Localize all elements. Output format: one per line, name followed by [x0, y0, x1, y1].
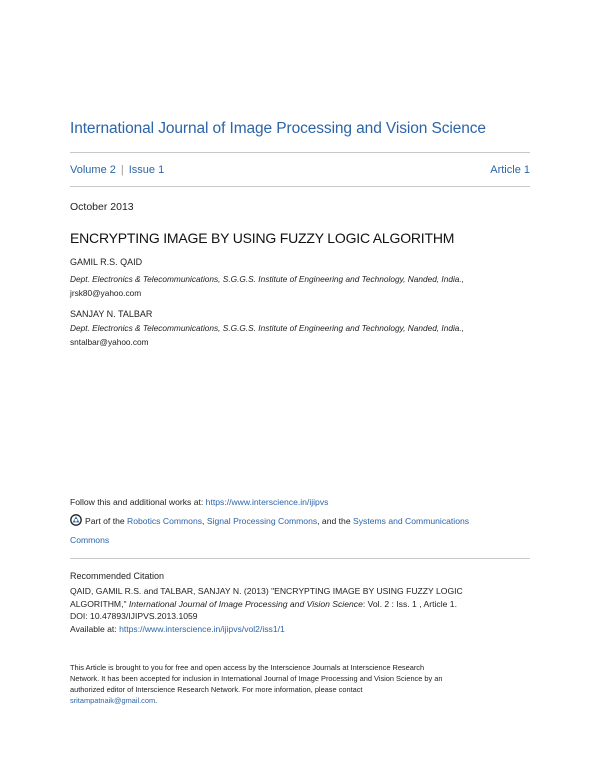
available-prefix: Available at:	[70, 623, 120, 634]
part-of-separator: ,	[202, 516, 207, 526]
author-name: GAMIL R.S. QAID	[70, 257, 143, 267]
author-email: sntalbar@yahoo.com	[70, 337, 149, 347]
citation-line-prefix: ALGORITHM,"	[70, 598, 129, 609]
part-of-line	[70, 513, 540, 549]
footer-line: authorized editor of Interscience Research Network. For more information, please contact	[70, 685, 363, 694]
author-email: jrsk80@yahoo.com	[70, 288, 142, 298]
publication-date: October 2013	[70, 201, 134, 213]
citation-body	[70, 585, 540, 635]
divider-top	[70, 152, 530, 153]
part-of-prefix: Part of the	[85, 516, 128, 526]
author-affiliation: Dept. Electronics & Telecommunications, S.G.G.S. Institute of Engineering and Technology, Nanded, India.,	[70, 274, 465, 284]
systems-communications-commons-link[interactable]: Systems and Communications	[353, 516, 470, 526]
divider-mid	[70, 186, 530, 187]
footer-line: This Article is brought to you for free and open access by the Interscience Journals at Interscience Research	[70, 663, 425, 672]
follow-prefix: Follow this and additional works at:	[70, 497, 206, 507]
footer-notice	[70, 662, 540, 706]
article-title: ENCRYPTING IMAGE BY USING FUZZY LOGIC ALGORITHM	[70, 230, 455, 246]
volume-link[interactable]: Volume 2	[70, 164, 116, 176]
available-link[interactable]: https://www.interscience.in/ijipvs/vol2/iss1/1	[119, 623, 285, 634]
contact-email-link[interactable]: sritampatnaik@gmail.com	[70, 696, 156, 705]
volume-issue-row	[70, 164, 530, 176]
separator: |	[120, 164, 124, 176]
issue-link[interactable]: Issue 1	[128, 164, 165, 176]
citation-line-suffix: : Vol. 2 : Iss. 1 , Article 1.	[362, 598, 457, 609]
journal-title[interactable]: International Journal of Image Processing and Vision Science	[70, 120, 486, 137]
citation-journal: International Journal of Image Processing and Vision Science	[128, 598, 363, 609]
follow-line	[70, 497, 328, 507]
citation-doi: DOI: 10.47893/IJIPVS.2013.1059	[70, 611, 198, 621]
signal-processing-commons-link[interactable]: Signal Processing Commons	[206, 516, 318, 526]
footer-end: .	[155, 696, 158, 705]
author-affiliation: Dept. Electronics & Telecommunications, S.G.G.S. Institute of Engineering and Technology, Nanded, India.,	[70, 323, 465, 333]
robotics-commons-link[interactable]: Robotics Commons	[127, 516, 203, 526]
citation-heading: Recommended Citation	[70, 571, 165, 581]
part-of-separator: , and the	[317, 516, 353, 526]
creative-commons-icon	[70, 514, 82, 532]
systems-communications-commons-link-cont[interactable]: Commons	[70, 535, 110, 545]
divider-low	[70, 558, 530, 559]
author-name: SANJAY N. TALBAR	[70, 309, 153, 319]
citation-line: QAID, GAMIL R.S. and TALBAR, SANJAY N. (2013) "ENCRYPTING IMAGE BY USING FUZZY LOGIC	[70, 586, 463, 596]
footer-line: Network. It has been accepted for inclusion in International Journal of Image Processing and Vision Science by an	[70, 674, 443, 683]
article-link[interactable]: Article 1	[490, 164, 530, 176]
follow-link[interactable]: https://www.interscience.in/ijipvs	[205, 497, 329, 507]
